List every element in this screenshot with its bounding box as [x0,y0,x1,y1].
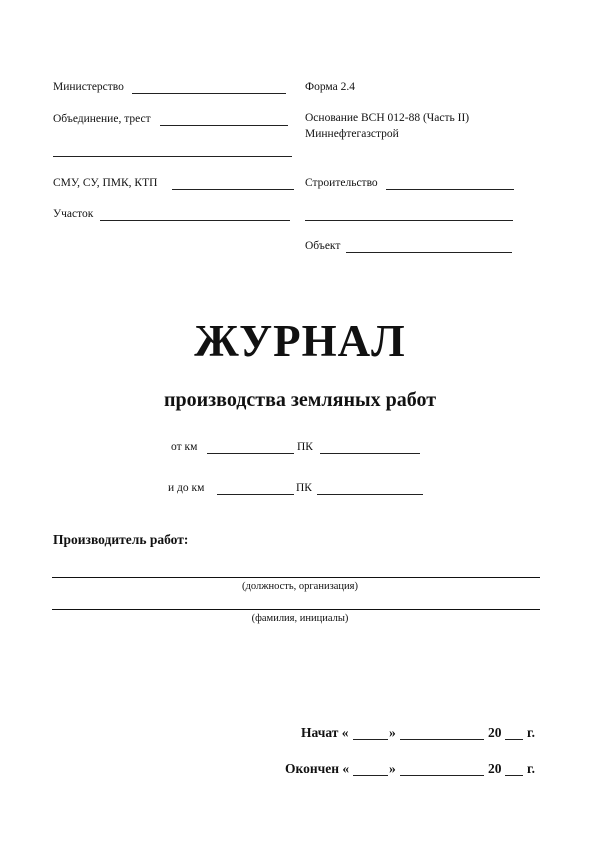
section-field-line[interactable] [100,220,290,221]
basis-label: Основание ВСН 012-88 (Часть II) [305,112,470,124]
name-field-line[interactable] [52,609,540,610]
smu-label: СМУ, СУ, ПМК, КТП [53,177,158,189]
started-quote-close: » [389,725,396,740]
finished-year-field[interactable] [505,775,523,776]
started-year-prefix: 20 [488,725,502,740]
started-year-suffix: г. [527,725,535,740]
position-caption: (должность, организация) [242,581,358,592]
to-km-label: и до км [168,482,205,494]
finished-quote-close: » [389,761,396,776]
smu-field-line[interactable] [172,189,294,190]
pk-label-2: ПК [296,482,312,494]
position-field-line[interactable] [52,577,540,578]
name-caption: (фамилия, инициалы) [251,613,349,624]
association-label: Объединение, трест [53,113,151,125]
pk-field-line-2[interactable] [317,494,423,495]
started-label: Начат « [301,725,349,740]
from-km-label: от км [171,441,198,453]
finished-year-suffix: г. [527,761,535,776]
object-label: Объект [305,240,341,252]
association-extra-line[interactable] [53,156,292,157]
started-year-field[interactable] [505,739,523,740]
section-label: Участок [53,208,94,220]
pk-field-line-1[interactable] [320,453,420,454]
ministry-name: Миннефтегазстрой [305,128,399,140]
finished-day-field[interactable] [353,775,388,776]
started-month-field[interactable] [400,739,484,740]
from-km-field-line[interactable] [207,453,294,454]
object-field-line[interactable] [346,252,512,253]
started-day-field[interactable] [353,739,388,740]
construction-label: Строительство [305,177,378,189]
journal-subtitle: производства земляных работ [163,389,437,411]
ministry-label: Министерство [53,81,124,93]
pk-label-1: ПК [297,441,313,453]
construction-field-line[interactable] [386,189,514,190]
finished-label: Окончен « [285,761,350,776]
association-field-line[interactable] [160,125,288,126]
form-label: Форма 2.4 [305,81,355,93]
finished-month-field[interactable] [400,775,484,776]
finished-year-prefix: 20 [488,761,502,776]
construction-extra-line[interactable] [305,220,513,221]
journal-title: ЖУРНАЛ [194,316,406,366]
work-manager-label: Производитель работ: [53,532,189,547]
to-km-field-line[interactable] [217,494,294,495]
ministry-field-line[interactable] [132,93,286,94]
